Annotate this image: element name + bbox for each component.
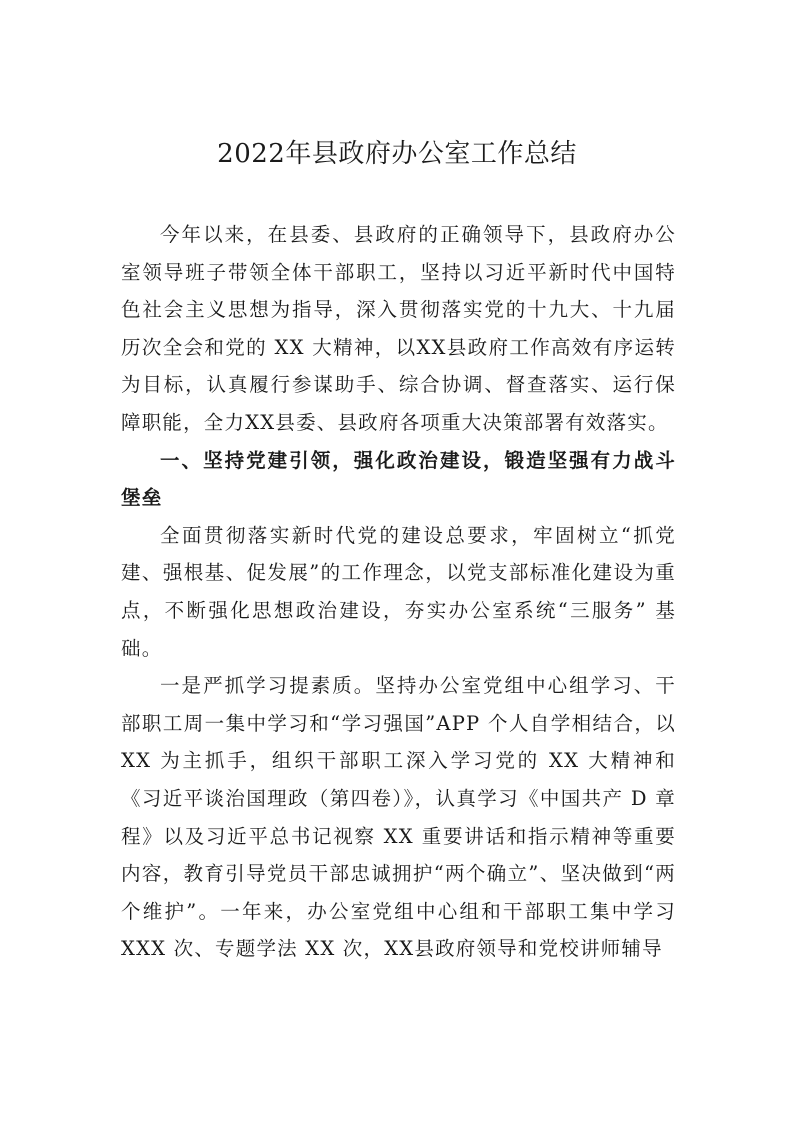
section-heading-1: 一、坚持党建引领，强化政治建设，锻造坚强有力战斗堡垒 <box>121 448 676 510</box>
study-paragraph: 一是严抓学习提素质。坚持办公室党组中心组学习、干部职工周一集中学习和“学习强国”APP 个人自学相结合，以 XX 为主抓手，组织干部职工深入学习党的 XX 大精神和《习近平谈治国理政（第四卷）》，认真学习《中国共产 D 章程》以及习近平总书记视察 XX 重要讲话和指示精神等重要内容，教育引导党员干部忠诚拥护“两个确立”、坚决做到“两个维护”。一年来，办公室党组中心组和干部职工集中学习 XXX 次、专题学法 XX 次，XX县政府领导和党校讲师辅导 <box>121 674 676 961</box>
document-body <box>121 216 676 968</box>
intro-paragraph: 今年以来，在县委、县政府的正确领导下，县政府办公室领导班子带领全体干部职工，坚持以习近平新时代中国特色社会主义思想为指导，深入贯彻落实党的十九大、十九届历次全会和党的 XX 大精神，以XX县政府工作高效有序运转为目标，认真履行参谋助手、综合协调、督查落实、运行保障职能，全力XX县委、县政府各项重大决策部署有效落实。 <box>121 223 676 434</box>
section-1-paragraph: 全面贯彻落实新时代党的建设总要求，牢固树立“抓党建、强根基、促发展”的工作理念，以党支部标准化建设为重点，不断强化思想政治建设，夯实办公室系统“三服务” 基础。 <box>121 523 676 660</box>
document-title: 2022年县政府办公室工作总结 <box>217 139 577 169</box>
